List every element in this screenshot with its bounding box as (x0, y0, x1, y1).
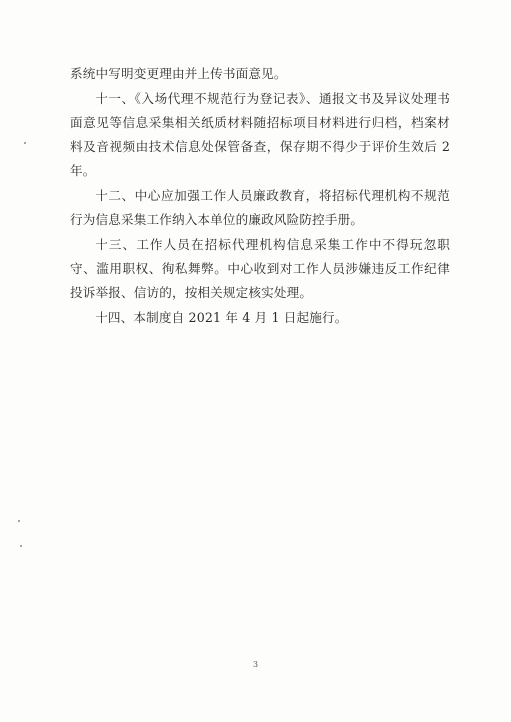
paragraph-article-13: 十三、工作人员在招标代理机构信息采集工作中不得玩忽职守、滥用职权、徇私舞弊。中心收到对工作人员涉嫌违反工作纪律投诉举报、信访的，按相关规定核实处理。 (70, 237, 450, 300)
page-number: 3 (252, 660, 259, 669)
scan-speck (18, 520, 20, 522)
paragraph-article-12: 十二、中心应加强工作人员廉政教育，将招标代理机构不规范行为信息采集工作纳入本单位的廉政风险防控手册。 (70, 187, 450, 227)
scan-speck (20, 545, 22, 547)
paragraph-article-14: 十四、本制度自 2021 年 4 月 1 日起施行。 (95, 309, 348, 325)
paragraph-continuation: 系统中写明变更理由并上传书面意见。 (70, 66, 287, 81)
document-body (70, 62, 450, 331)
paragraph-article-11: 十一、《入场代理不规范行为登记表》、通报文书及异议处理书面意见等信息采集相关纸质材料随招标项目材料进行归档，档案材料及音视频由技术信息处保管备查，保存期不得少于评价生效后 2 年。 (70, 91, 450, 178)
scan-speck (24, 142, 26, 144)
